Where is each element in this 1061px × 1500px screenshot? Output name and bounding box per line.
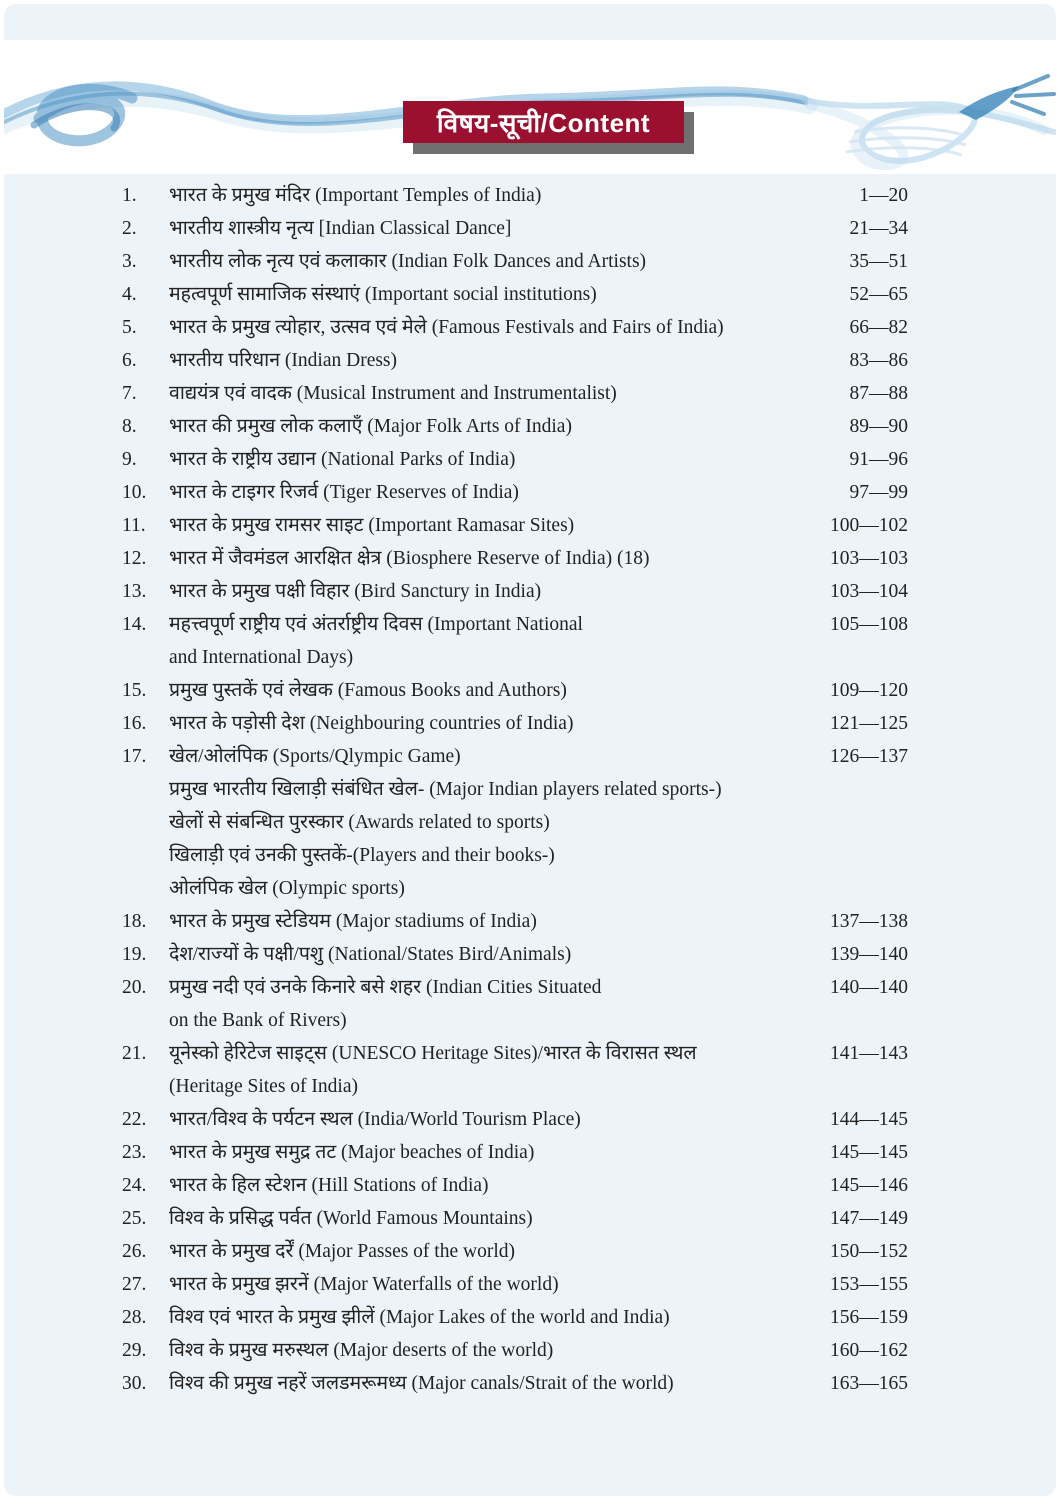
toc-entry-number: 11.	[122, 515, 146, 536]
toc-entry-pages: 52—65	[849, 284, 908, 305]
toc-entry	[122, 575, 908, 608]
toc-entry-pages: 35—51	[849, 251, 908, 272]
toc-entry-title: भारत के प्रमुख स्टेडियम (Major stadiums of India)	[169, 911, 537, 932]
toc-entry-number: 28.	[122, 1307, 147, 1328]
toc-entry-title: भारत के प्रमुख पक्षी विहार (Bird Sanctury in India)	[169, 581, 542, 602]
toc-entry-number: 29.	[122, 1340, 147, 1361]
toc-entry-pages: 100—102	[830, 515, 908, 536]
toc-entry-title: वाद्ययंत्र एवं वादक (Musical Instrument and Instrumentalist)	[169, 383, 617, 404]
toc-entry-pages: 126—137	[830, 746, 908, 767]
toc-entry-number: 15.	[122, 680, 147, 701]
toc-entry-number	[122, 641, 169, 674]
toc-entry-number: 27.	[122, 1274, 147, 1295]
toc-entry-title: भारत के राष्ट्रीय उद्यान (National Parks of India)	[169, 449, 516, 470]
toc-entry-number: 13.	[122, 581, 147, 602]
toc-entry	[122, 1103, 908, 1136]
toc-entry	[122, 1367, 908, 1400]
toc-entry-number: 19.	[122, 944, 147, 965]
toc-entry-pages: 121—125	[830, 713, 908, 734]
toc-entry-pages: 139—140	[830, 944, 908, 965]
toc-entry-pages: 156—159	[830, 1307, 908, 1328]
toc-entry-pages: 103—103	[830, 548, 908, 569]
toc-entry-pages: 163—165	[830, 1373, 908, 1394]
toc-entry	[122, 278, 908, 311]
toc-entry-title: विश्व के प्रमुख मरुस्थल (Major deserts of the world)	[169, 1340, 554, 1361]
toc-entry-pages: 144—145	[830, 1109, 908, 1130]
toc-entry-title: भारत के हिल स्टेशन (Hill Stations of India)	[169, 1175, 489, 1196]
toc-entry	[122, 674, 908, 707]
toc-entry-pages: 103—104	[830, 581, 908, 602]
toc-entry-number: 18.	[122, 911, 147, 932]
toc-entry-pages: 137—138	[830, 911, 908, 932]
toc-entry-pages: 1—20	[859, 185, 908, 206]
toc-entry-pages: 87—88	[849, 383, 908, 404]
table-of-contents	[122, 179, 908, 1400]
toc-entry	[122, 509, 908, 542]
toc-entry	[122, 773, 908, 806]
toc-entry	[122, 1235, 908, 1268]
toc-entry-pages: 83—86	[849, 350, 908, 371]
toc-entry-number: 10.	[122, 482, 147, 503]
toc-entry	[122, 245, 908, 278]
contents-title-banner	[403, 101, 684, 143]
toc-entry	[122, 905, 908, 938]
toc-entry-pages: 147—149	[830, 1208, 908, 1229]
toc-entry-number: 1.	[122, 185, 137, 206]
toc-entry-title: महत्वपूर्ण सामाजिक संस्थाएं (Important social institutions)	[169, 284, 597, 305]
toc-entry-title: भारतीय लोक नृत्य एवं कलाकार (Indian Folk Dances and Artists)	[169, 251, 647, 272]
toc-entry-number: 2.	[122, 218, 137, 239]
toc-entry-title: on the Bank of Rivers)	[169, 1010, 347, 1031]
toc-entry-title: भारत के प्रमुख समुद्र तट (Major beaches of India)	[169, 1142, 535, 1163]
toc-entry	[122, 1037, 908, 1070]
toc-entry-number: 6.	[122, 350, 137, 371]
toc-entry	[122, 641, 908, 674]
toc-entry-number: 30.	[122, 1373, 147, 1394]
toc-entry-number: 14.	[122, 614, 147, 635]
toc-entry-number: 25.	[122, 1208, 147, 1229]
toc-entry-pages: 145—146	[830, 1175, 908, 1196]
toc-entry-pages: 66—82	[849, 317, 908, 338]
toc-entry-title: भारत के प्रमुख मंदिर (Important Temples of India)	[169, 185, 542, 206]
toc-entry-number: 22.	[122, 1109, 147, 1130]
toc-entry-pages: 21—34	[849, 218, 908, 239]
toc-entry	[122, 212, 908, 245]
toc-entry-title: भारत के प्रमुख त्योहार, उत्सव एवं मेले (Famous Festivals and Fairs of India)	[169, 317, 724, 338]
toc-entry-title: भारत के प्रमुख झरनें (Major Waterfalls of the world)	[169, 1274, 559, 1295]
toc-entry-title: भारत/विश्व के पर्यटन स्थल (India/World Tourism Place)	[169, 1109, 581, 1130]
toc-entry	[122, 938, 908, 971]
toc-entry-title: प्रमुख भारतीय खिलाड़ी संबंधित खेल- (Major Indian players related sports-)	[169, 779, 722, 800]
toc-entry	[122, 1202, 908, 1235]
toc-entry	[122, 608, 908, 641]
toc-entry	[122, 443, 908, 476]
toc-entry-number	[122, 773, 169, 806]
toc-entry-number	[122, 1004, 169, 1037]
toc-entry-pages: 150—152	[830, 1241, 908, 1262]
toc-entry-title: भारत के पड़ोसी देश (Neighbouring countries of India)	[169, 713, 574, 734]
toc-entry	[122, 740, 908, 773]
toc-entry-title: भारत की प्रमुख लोक कलाएँ (Major Folk Arts of India)	[169, 416, 572, 437]
toc-entry-number	[122, 1070, 169, 1103]
toc-entry-pages: 91—96	[849, 449, 908, 470]
toc-entry-number: 20.	[122, 977, 147, 998]
toc-entry-pages: 89—90	[849, 416, 908, 437]
toc-entry	[122, 179, 908, 212]
toc-entry-pages: 97—99	[849, 482, 908, 503]
toc-entry-number: 7.	[122, 383, 137, 404]
toc-entry-number: 23.	[122, 1142, 147, 1163]
toc-entry-title: देश/राज्यों के पक्षी/पशु (National/States Bird/Animals)	[169, 944, 572, 965]
toc-entry	[122, 839, 908, 872]
toc-entry-title: भारत के प्रमुख रामसर साइट (Important Ramasar Sites)	[169, 515, 575, 536]
toc-entry	[122, 377, 908, 410]
toc-entry	[122, 476, 908, 509]
toc-entry-title: भारतीय शास्त्रीय नृत्य [Indian Classical Dance]	[169, 218, 512, 239]
toc-entry	[122, 707, 908, 740]
toc-entry	[122, 971, 908, 1004]
toc-entry-pages: 140—140	[830, 977, 908, 998]
toc-entry-number: 26.	[122, 1241, 147, 1262]
toc-entry-number: 5.	[122, 317, 137, 338]
toc-entry-pages: 153—155	[830, 1274, 908, 1295]
toc-entry-title: खिलाड़ी एवं उनकी पुस्तकें-(Players and their books-)	[169, 845, 555, 866]
toc-entry-title: भारतीय परिधान (Indian Dress)	[169, 350, 398, 371]
toc-entry-pages: 141—143	[830, 1043, 908, 1064]
toc-entry-title: and International Days)	[169, 647, 354, 668]
toc-entry-pages: 145—145	[830, 1142, 908, 1163]
toc-entry-number: 24.	[122, 1175, 147, 1196]
toc-entry-number: 21.	[122, 1043, 147, 1064]
toc-entry-number: 17.	[122, 746, 147, 767]
toc-entry	[122, 1334, 908, 1367]
toc-entry	[122, 311, 908, 344]
toc-entry	[122, 806, 908, 839]
toc-entry	[122, 542, 908, 575]
toc-entry	[122, 1301, 908, 1334]
toc-entry-number	[122, 872, 169, 905]
toc-entry-pages: 160—162	[830, 1340, 908, 1361]
toc-entry-number	[122, 839, 169, 872]
toc-entry-title: भारत में जैवमंडल आरक्षित क्षेत्र (Biosphere Reserve of India) (18)	[169, 548, 650, 569]
toc-entry	[122, 872, 908, 905]
toc-entry-number: 3.	[122, 251, 137, 272]
page-title: विषय-सूची/Content	[436, 108, 651, 138]
toc-entry-number: 4.	[122, 284, 137, 305]
toc-entry-number: 12.	[122, 548, 147, 569]
toc-entry	[122, 1070, 908, 1103]
toc-entry-number: 9.	[122, 449, 137, 470]
toc-entry-title: विश्व के प्रसिद्ध पर्वत (World Famous Mountains)	[169, 1208, 533, 1229]
toc-entry-title: प्रमुख पुस्तकें एवं लेखक (Famous Books and Authors)	[169, 680, 567, 701]
toc-entry	[122, 1268, 908, 1301]
toc-entry-title: विश्व की प्रमुख नहरें जलडमरूमध्य (Major canals/Strait of the world)	[169, 1373, 674, 1394]
toc-entry-title: भारत के प्रमुख दर्रें (Major Passes of the world)	[169, 1241, 515, 1262]
toc-entry-title: प्रमुख नदी एवं उनके किनारे बसे शहर (Indian Cities Situated	[169, 977, 602, 998]
toc-entry-title: यूनेस्को हेरिटेज साइट्स (UNESCO Heritage Sites)/भारत के विरासत स्थल	[169, 1043, 697, 1064]
toc-entry-title: (Heritage Sites of India)	[169, 1076, 358, 1097]
toc-entry	[122, 410, 908, 443]
toc-entry-number: 16.	[122, 713, 147, 734]
toc-entry	[122, 1136, 908, 1169]
toc-entry-number: 8.	[122, 416, 137, 437]
toc-entry-title: ओलंपिक खेल (Olympic sports)	[169, 878, 405, 899]
toc-entry-title: महत्त्वपूर्ण राष्ट्रीय एवं अंतर्राष्ट्रीय दिवस (Important National	[169, 614, 583, 635]
toc-entry-title: खेल/ओलंपिक (Sports/Qlympic Game)	[169, 746, 461, 767]
toc-entry-pages: 109—120	[830, 680, 908, 701]
toc-entry	[122, 1169, 908, 1202]
toc-entry	[122, 1004, 908, 1037]
toc-entry-title: खेलों से संबन्धित पुरस्कार (Awards related to sports)	[169, 812, 550, 833]
toc-entry	[122, 344, 908, 377]
toc-entry-title: भारत के टाइगर रिजर्व (Tiger Reserves of India)	[169, 482, 519, 503]
toc-entry-number	[122, 806, 169, 839]
toc-entry-title: विश्व एवं भारत के प्रमुख झीलें (Major Lakes of the world and India)	[169, 1307, 670, 1328]
toc-entry-pages: 105—108	[830, 614, 908, 635]
